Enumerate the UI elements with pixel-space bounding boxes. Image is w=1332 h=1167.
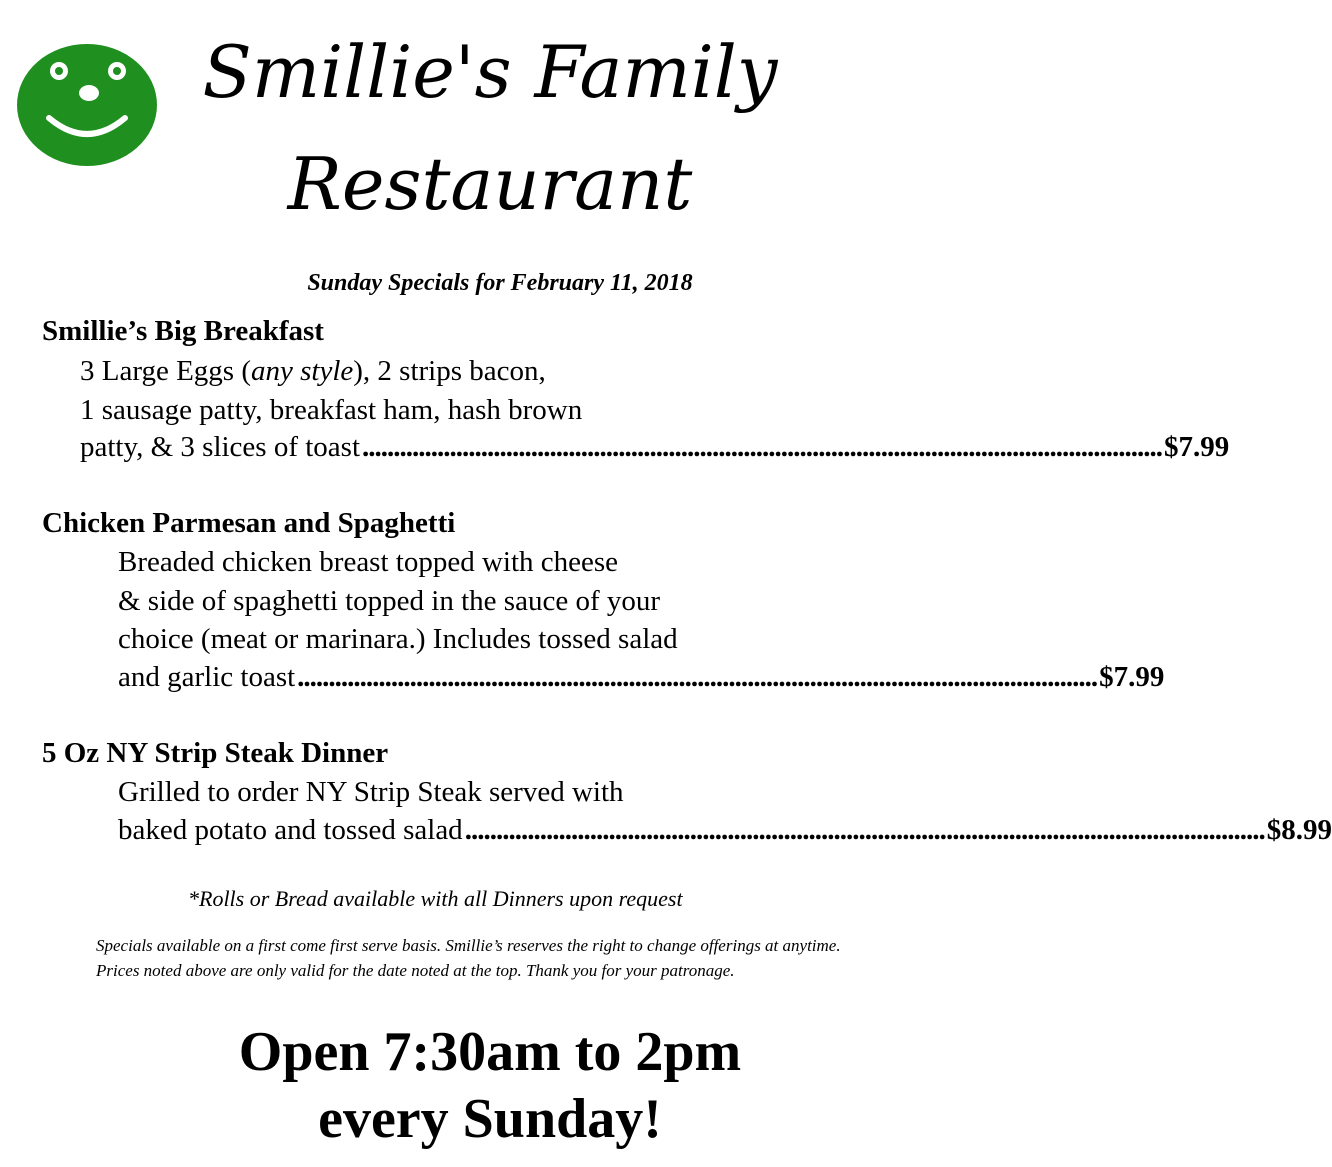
menu-item-description-line: and garlic toast	[118, 661, 296, 693]
menu-item-description-line: baked potato and tossed salad	[118, 814, 463, 846]
dot-leader: ................................................................................................................................	[362, 431, 1163, 463]
menu-item-description-line: patty, & 3 slices of toast	[80, 431, 361, 463]
menu-item-price: $7.99	[1099, 661, 1165, 693]
rolls-note: *Rolls or Bread available with all Dinners upon request	[188, 886, 683, 911]
menu-item-price-line	[118, 661, 1165, 693]
description-italic-text: any style	[251, 355, 354, 387]
logo-face	[17, 44, 157, 166]
restaurant-name-line1: Smillie's Family	[202, 30, 778, 114]
menu-item-description-line: choice (meat or marinara.) Includes tossed salad	[118, 623, 678, 655]
restaurant-name-line2: Restaurant	[287, 142, 693, 226]
logo-right-pupil	[113, 67, 121, 75]
opening-days: every Sunday!	[318, 1088, 662, 1150]
logo-nose	[79, 85, 99, 101]
menu-item-description-line: 1 sausage patty, breakfast ham, hash brown	[80, 394, 583, 426]
logo-left-pupil	[55, 67, 63, 75]
menu-item-name: Smillie’s Big Breakfast	[42, 315, 324, 347]
dot-leader: ................................................................................................................................	[464, 814, 1265, 846]
menu-item-description-line: Grilled to order NY Strip Steak served with	[118, 776, 624, 808]
dot-leader: ................................................................................................................................	[297, 661, 1098, 693]
description-text: ), 2 strips bacon,	[353, 355, 546, 387]
menu-item-description-line	[80, 357, 546, 386]
menu-item-price: $7.99	[1164, 431, 1230, 463]
smiley-face-icon	[17, 44, 157, 166]
menu-item-price-line	[80, 431, 1230, 463]
menu-item-price: $8.99	[1266, 814, 1332, 846]
menu-item-description-line: & side of spaghetti topped in the sauce of your	[118, 585, 661, 617]
opening-hours: Open 7:30am to 2pm	[238, 1021, 742, 1083]
menu-item-name: Chicken Parmesan and Spaghetti	[42, 507, 456, 539]
menu-item-price-line	[118, 814, 1332, 846]
specials-date-subtitle: Sunday Specials for February 11, 2018	[307, 270, 693, 296]
description-text: 3 Large Eggs (	[80, 355, 251, 387]
disclaimer-text: Specials available on a first come first serve basis. Smillie’s reserves the right to change offerings at anytime. Prices noted above are only valid for the date noted at the top. Thank you for your patronage.	[96, 936, 841, 980]
menu-item-description-line: Breaded chicken breast topped with cheese	[118, 546, 619, 578]
menu-item-name: 5 Oz NY Strip Steak Dinner	[42, 737, 389, 769]
